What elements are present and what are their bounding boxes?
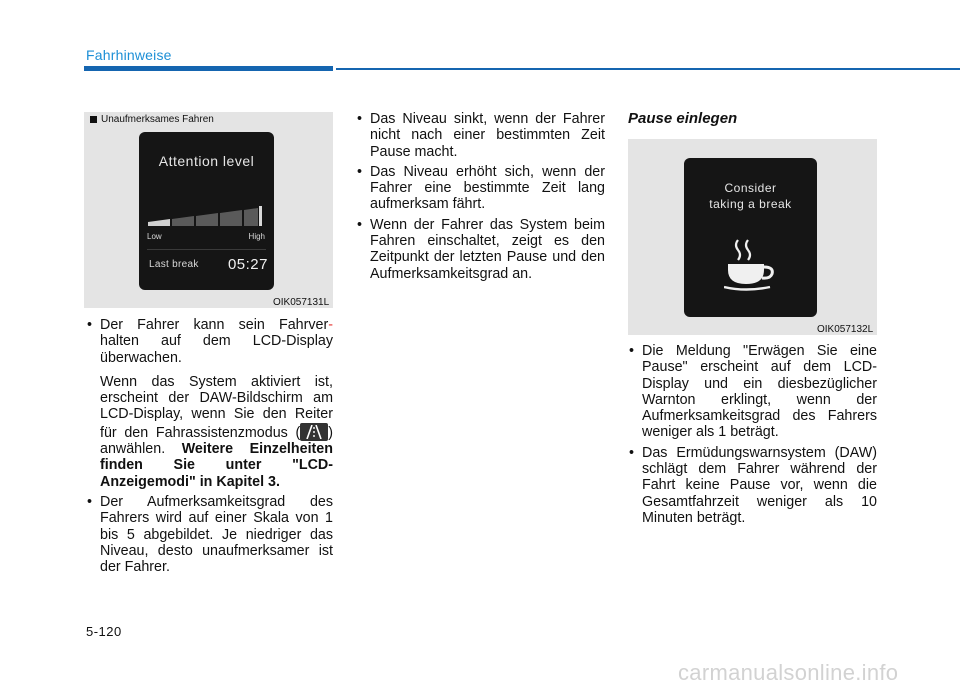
level-segment-2 [172, 216, 194, 226]
level-segment-1 [148, 219, 170, 226]
section-title: Fahrhinweise [86, 47, 172, 63]
text-column-1 [86, 317, 333, 579]
sub-paragraph: Wenn das System aktiviert ist, erscheint der DAW-Bildschirm am LCD-Display, wenn Sie den Reiter für den Fahrassistenzmodus ( ) anwählen. Weitere Einzelheiten finden Sie unter "LCD-Anzeigemodi" in Kapitel 3. [100, 373, 333, 490]
subsection-heading: Pause einlegen [628, 110, 738, 127]
cross-reference: Weitere Einzelheiten finden Sie unter "LCD-Anzeigemodi" in Kapitel 3. [100, 441, 333, 490]
driving-assist-mode-icon [300, 423, 328, 441]
caption-square-icon [90, 116, 97, 123]
watermark: carmanualsonline.info [678, 660, 899, 685]
lcd-high-label: High [248, 232, 265, 241]
lcd-message: Consider taking a break [709, 181, 792, 211]
list-item: • Das Ermüdungswarnsystem (DAW) schlägt dem Fahrer während der Fahrt keine Pause vor, wenn die Gesamtfahrzeit weniger als 10 Minuten beträgt. [628, 445, 877, 526]
level-segment-5 [244, 208, 258, 226]
header-rule-thin [336, 68, 960, 70]
list-item: • Der Aufmerksamkeitsgrad des Fahrers wird auf einer Skala von 1 bis 5 abgebildet. Je niedriger das Niveau, desto unaufmerksamer ist der Fahrer. [86, 494, 333, 575]
list-item: • Der Fahrer kann sein Fahrver- halten auf dem LCD-Display überwachen. [86, 317, 333, 366]
page-number: 5-120 [86, 624, 122, 639]
list-item: • Das Niveau sinkt, wenn der Fahrer nicht nach einer bestimmten Zeit Pause macht. [356, 111, 605, 160]
level-max-marker [259, 206, 262, 226]
lcd-display [684, 158, 817, 317]
figure-attention-level [84, 112, 333, 308]
list-item: • Die Meldung "Erwägen Sie eine Pause" erscheint auf dem LCD-Display und ein diesbezüglicher Warnton erklingt, wenn der Aufmerksamkeitsgrad des Fahrers weniger als 1 beträgt. [628, 343, 877, 441]
attention-level-bar [148, 206, 262, 226]
coffee-cup-icon [724, 236, 780, 292]
lcd-low-label: Low [147, 232, 162, 241]
last-break-label: Last break [149, 259, 199, 270]
lcd-divider [147, 249, 266, 250]
figure-caption-text: Unaufmerksames Fahren [101, 114, 214, 125]
level-segment-3 [196, 213, 218, 226]
lcd-display [139, 132, 274, 290]
last-break-time: 05:27 [227, 256, 268, 273]
header-rule-thick [84, 66, 333, 71]
text-column-2 [356, 111, 605, 286]
lcd-title: Attention level [158, 153, 255, 169]
text-column-3 [628, 343, 877, 530]
level-segment-4 [220, 210, 242, 226]
list-item: • Wenn der Fahrer das System beim Fahren einschaltet, zeigt es den Zeitpunkt der letzten Pause und den Aufmerksamkeitsgrad an. [356, 217, 605, 282]
figure-take-break [628, 139, 877, 335]
figure2-code: OIK057132L [817, 324, 874, 335]
list-item: • Das Niveau erhöht sich, wenn der Fahrer eine bestimmte Zeit lang aufmerksam fährt. [356, 164, 605, 213]
figure-caption [90, 114, 214, 125]
figure1-code: OIK057131L [273, 297, 330, 308]
